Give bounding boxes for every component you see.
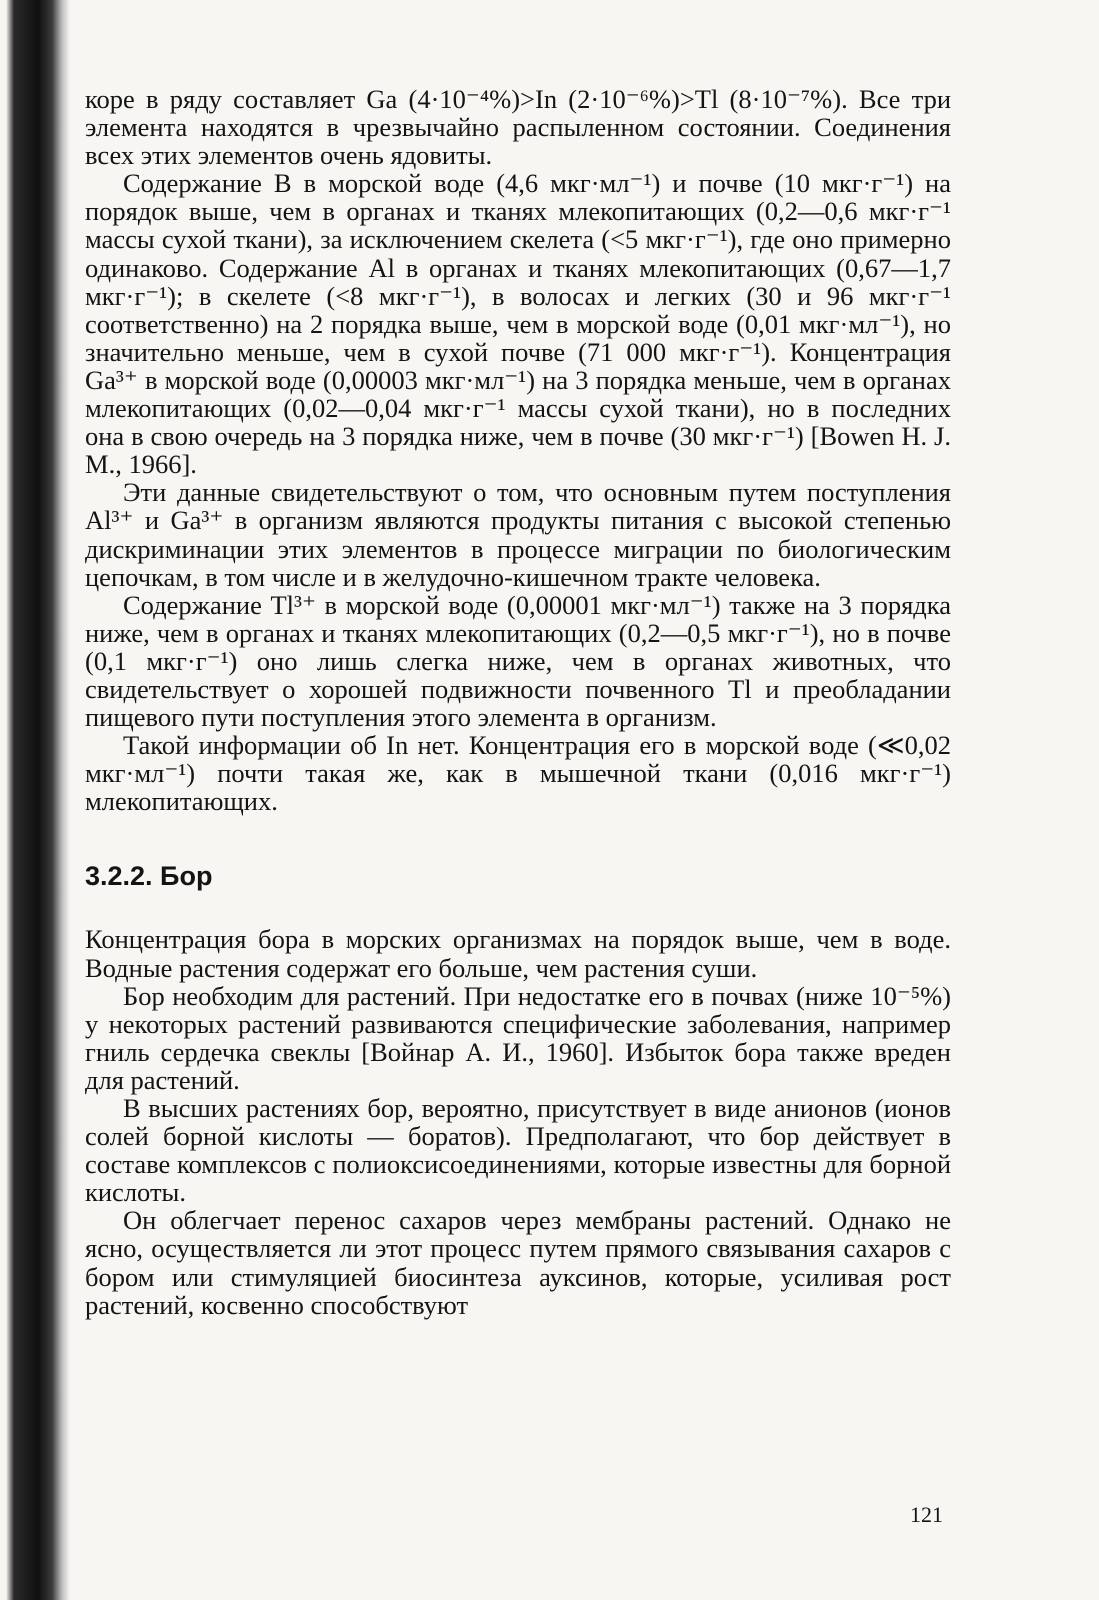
paragraph-intake-pathway: Эти данные свидетельствуют о том, что основным путем поступления Al³⁺ и Ga³⁺ в организм являются продукты питания с высокой степенью дискриминации этих элементов в процессе миграции по биологическим цепочкам, в том числе и в желудочно-кишечном тракте человека. xyxy=(85,477,951,592)
paragraph-indium-content: Такой информации об In нет. Концентрация его в морской воде (≪0,02 мкг·мл⁻¹) почти такая же, как в мышечной ткани (0,016 мкг·г⁻¹) млекопитающих. xyxy=(85,730,951,817)
paragraph-boron-marine: Концентрация бора в морских организмах на порядок выше, чем в воде. Водные растения содержат его больше, чем растения суши. xyxy=(85,924,951,983)
paragraph-boron-aluminium-content: Содержание B в морской воде (4,6 мкг·мл⁻¹) и почве (10 мкг·г⁻¹) на порядок выше, чем в органах и тканях млекопитающих (0,2—0,6 мкг·г⁻¹ массы сухой ткани), за исключением скелета (<5 мкг·г⁻¹), где оно примерно одинаково. Содержание Al в органах и тканях млекопитающих (0,67—1,7 мкг·г⁻¹); в скелете (<8 мкг·г⁻¹), в волосах и легких (30 и 96 мкг·г⁻¹ соответственно) на 2 порядка выше, чем в морской воде (0,01 мкг·мл⁻¹), но значительно меньше, чем в сухой почве (71 000 мкг·г⁻¹). Концентрация Ga³⁺ в морской воде (0,00003 мкг·мл⁻¹) на 3 порядка меньше, чем в органах млекопитающих (0,02—0,04 мкг·г⁻¹ массы сухой ткани), но в последних она в свою очередь на 3 порядка ниже, чем в почве (30 мкг·г⁻¹) [Bowen H. J. M., 1966]. xyxy=(85,168,951,480)
paragraph-continuation: коре в ряду составляет Ga (4·10⁻⁴%)>In (2·10⁻⁶%)>Tl (8·10⁻⁷%). Все три элемента находятся в чрезвычайно распыленном состоянии. Соединения всех этих элементов очень ядовиты. xyxy=(85,84,951,171)
scan-binding-shadow xyxy=(0,0,70,1600)
paragraph-boron-plants-need: Бор необходим для растений. При недостатке его в почвах (ниже 10⁻⁵%) у некоторых растений развиваются специфические заболевания, например гниль сердечка свеклы [Войнар А. И., 1960]. Избыток бора также вреден для растений. xyxy=(85,980,951,1095)
paragraph-boron-anions: В высших растениях бор, вероятно, присутствует в виде анионов (ионов солей борной кислоты — боратов). Предполагают, что бор действует в составе комплексов с полиоксисоединениями, которые известны для борной кислоты. xyxy=(85,1093,951,1208)
section-heading: 3.2.2. Бор xyxy=(85,861,213,892)
page-number: 121 xyxy=(910,1502,943,1527)
paragraph-thallium-content: Содержание Tl³⁺ в морской воде (0,00001 мкг·мл⁻¹) также на 3 порядка ниже, чем в органах и тканях млекопитающих (0,2—0,5 мкг·г⁻¹), но в почве (0,1 мкг·г⁻¹) оно лишь слегка ниже, чем в органах животных, что свидетельствует о хорошей подвижности почвенного Tl и преобладании пищевого пути поступления этого элемента в организм. xyxy=(85,589,951,733)
book-page xyxy=(85,85,951,1319)
paragraph-boron-sugar-transport: Он облегчает перенос сахаров через мембраны растений. Однако не ясно, осуществляется ли этот процесс путем прямого связывания сахаров с бором или стимуляцией биосинтеза ауксинов, которые, усиливая рост растений, косвенно способствуют xyxy=(85,1205,951,1320)
